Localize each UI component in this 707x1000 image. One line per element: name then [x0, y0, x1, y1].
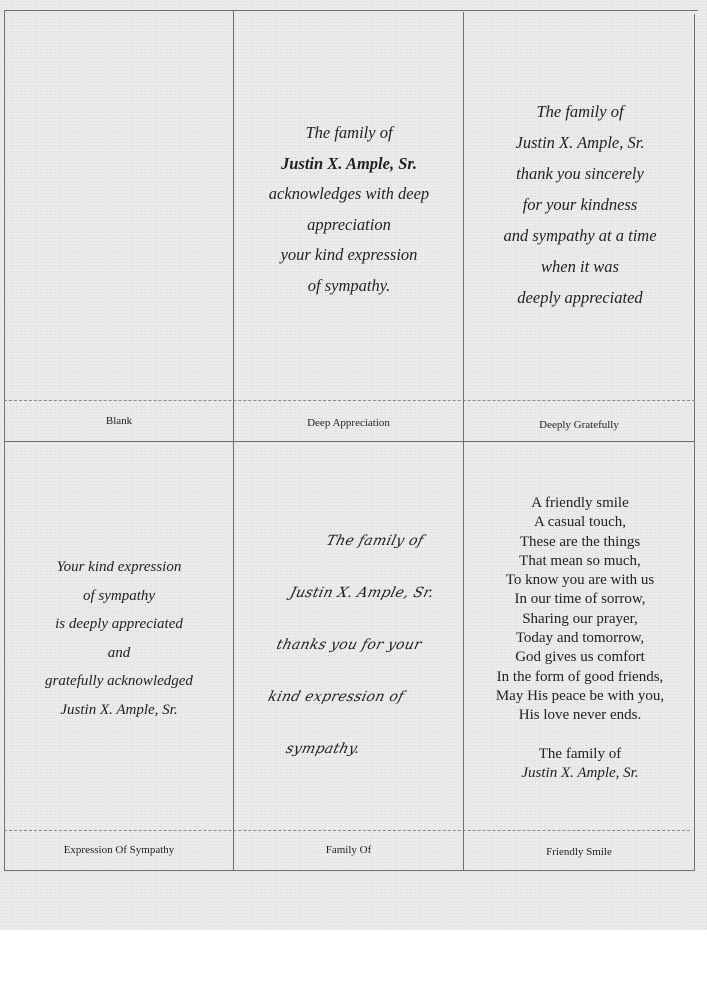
- card-family-of-text: [204, 515, 495, 775]
- fold-line-bottom-row: [4, 830, 690, 831]
- caption-expression-of-sympathy: Expression Of Sympathy: [63, 844, 175, 856]
- row-divider: [4, 441, 695, 442]
- card-line: thanks you for your: [274, 637, 424, 653]
- card-line: acknowledges with deep: [268, 184, 430, 203]
- card-line: Justin X. Ample, Sr.: [515, 133, 645, 152]
- card-deeply-gratefully-text: [466, 96, 694, 313]
- caption-blank: Blank: [105, 415, 133, 427]
- card-line: sympathy.: [284, 741, 362, 757]
- poem-line: A casual touch,: [533, 514, 627, 531]
- top-border: [4, 10, 698, 11]
- poem-line: To know you are with us: [505, 572, 655, 589]
- poem-line: His love never ends.: [518, 707, 642, 724]
- card-line: thank you sincerely: [516, 164, 644, 183]
- card-line-name: Justin X. Ample, Sr.: [280, 153, 418, 173]
- card-line: gratefully acknowledged: [45, 673, 193, 689]
- poem-line: That mean so much,: [519, 552, 641, 569]
- card-line: Justin X. Ample, Sr.: [288, 585, 436, 601]
- poem-line: The family of: [538, 745, 622, 762]
- poem-line: Sharing our prayer,: [522, 610, 638, 627]
- card-line: The family of: [536, 102, 624, 121]
- poem-line-name: Justin X. Ample, Sr.: [521, 765, 639, 782]
- card-line: when it was: [541, 257, 619, 276]
- card-line: deeply appreciated: [517, 288, 643, 307]
- caption-family-of: Family Of: [325, 844, 372, 856]
- bottom-border: [4, 870, 695, 871]
- caption-deep-appreciation: Deep Appreciation: [307, 417, 390, 429]
- card-line: for your kindness: [522, 195, 638, 214]
- card-line: and sympathy at a time: [503, 226, 657, 245]
- card-line: Your kind expression: [56, 559, 182, 575]
- card-line: is deeply appreciated: [55, 616, 183, 632]
- card-line: kind expression of: [266, 689, 406, 705]
- poem-line: May His peace be with you,: [495, 687, 665, 704]
- poem-spacer: [464, 726, 696, 745]
- fold-line-top-row: [4, 400, 695, 401]
- caption-deeply-gratefully: Deeply Gratefully: [539, 419, 619, 431]
- card-line: Justin X. Ample, Sr.: [60, 701, 178, 718]
- poem-line: A friendly smile: [531, 495, 629, 511]
- card-line: your kind expression: [280, 245, 418, 264]
- left-border: [4, 10, 5, 870]
- card-line: The family of: [324, 533, 426, 549]
- poem-line: In our time of sorrow,: [514, 591, 646, 608]
- card-line: of sympathy: [82, 587, 156, 604]
- poem-line: Today and tomorrow,: [515, 630, 645, 647]
- card-expression-of-sympathy-text: [5, 553, 233, 724]
- poem-line: These are the things: [519, 533, 641, 550]
- card-friendly-smile-text: [464, 494, 696, 783]
- card-deep-appreciation-text: [236, 118, 462, 301]
- card-line: The family of: [305, 123, 393, 142]
- caption-friendly-smile: Friendly Smile: [546, 846, 612, 858]
- card-line: of sympathy.: [307, 275, 391, 295]
- card-line: appreciation: [307, 214, 391, 234]
- card-line: and: [107, 644, 131, 661]
- poem-line: In the form of good friends,: [496, 668, 664, 685]
- poem-line: God gives us comfort: [515, 649, 645, 666]
